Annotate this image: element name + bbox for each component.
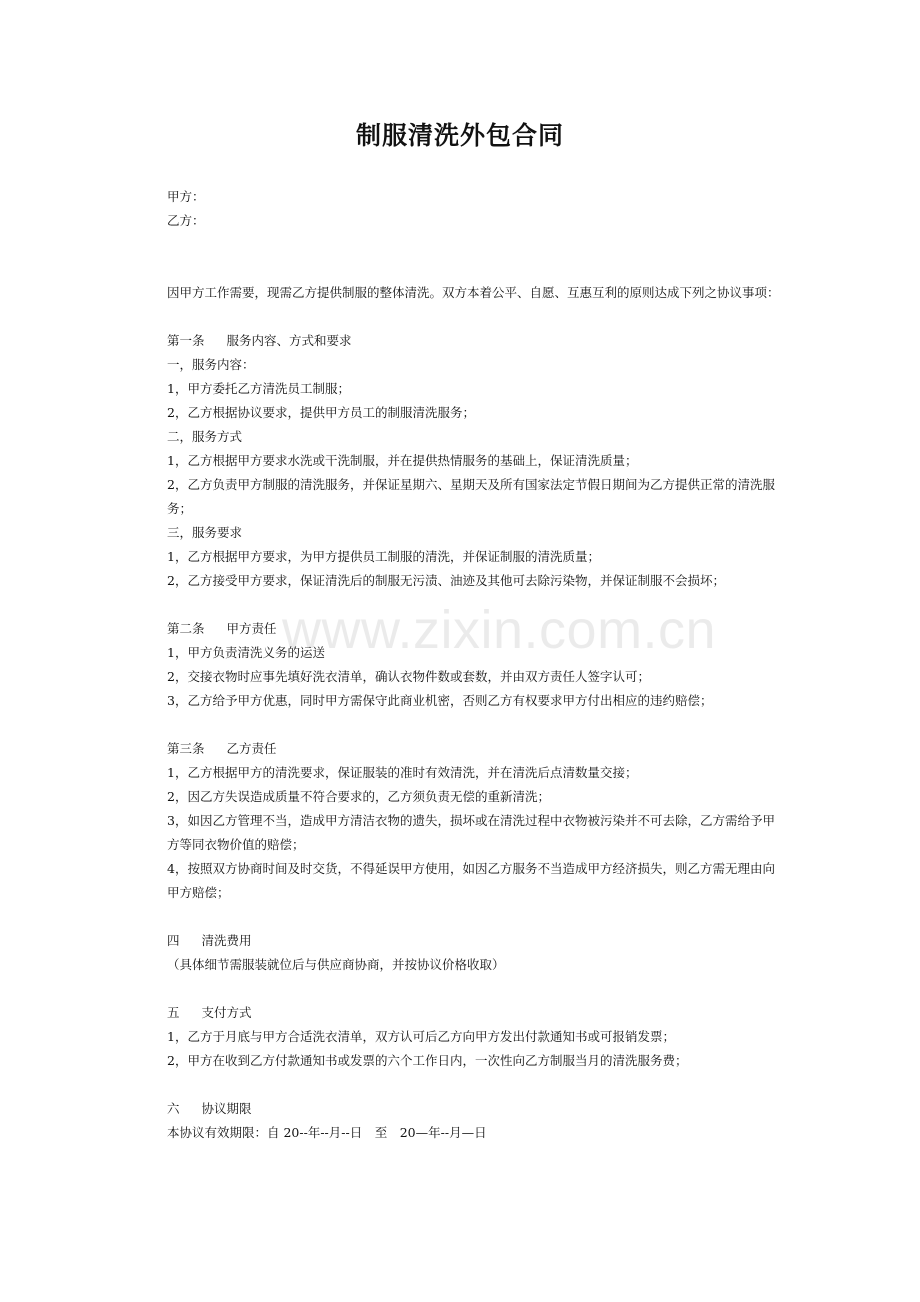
article-3-item: 4，按照双方协商时间及时交货，不得延误甲方使用，如因乙方服务不当造成甲方经济损失，则乙方需无理由向甲方赔偿； <box>167 861 775 900</box>
subsection-2-item: 2，乙方负责甲方制服的清洗服务，并保证星期六、星期天及所有国家法定节假日期间为乙方提供正常的清洗服务； <box>167 477 775 516</box>
article-1-title: 服务内容、方式和要求 <box>226 333 352 348</box>
subsection-2-heading: 二，服务方式 <box>167 429 243 444</box>
article-2-item: 3，乙方给予甲方优惠，同时甲方需保守此商业机密，否则乙方有权要求甲方付出相应的违约赔偿； <box>167 693 713 708</box>
section-6-text: 本协议有效期限：自 20--年--月--日 至 20—年--月—日 <box>167 1125 487 1140</box>
article-3-heading <box>167 737 787 761</box>
section-6-number: 六 <box>167 1101 180 1116</box>
contract-title: 制服清洗外包合同 <box>355 121 564 150</box>
section-6-title: 协议期限 <box>201 1101 252 1116</box>
subsection-3-item: 1，乙方根据甲方要求，为甲方提供员工制服的清洗，并保证制服的清洗质量； <box>167 549 600 564</box>
article-3-item: 3，如因乙方管理不当，造成甲方清洁衣物的遗失，损坏或在清洗过程中衣物被污染并不可去除，乙方需给予甲方等同衣物价值的赔偿； <box>167 813 775 852</box>
section-4-note: （具体细节需服装就位后与供应商协商，并按协议价格收取） <box>167 957 505 972</box>
article-3-number: 第三条 <box>167 741 205 756</box>
intro-paragraph: 因甲方工作需要，现需乙方提供制服的整体清洗。双方本着公平、自愿、互惠互利的原则达成下列之协议事项： <box>167 285 780 300</box>
section-4-title: 清洗费用 <box>201 933 252 948</box>
spacer <box>167 905 787 929</box>
article-2-heading <box>167 617 787 641</box>
section-4-number: 四 <box>167 933 180 948</box>
spacer <box>167 593 787 617</box>
subsection-3-item: 2，乙方接受甲方要求，保证清洗后的制服无污渍、油迹及其他可去除污染物，并保证制服不会损坏； <box>167 573 725 588</box>
article-1-heading <box>167 329 787 353</box>
party-b-label: 乙方： <box>167 213 205 228</box>
section-4-heading <box>167 929 787 953</box>
section-5-title: 支付方式 <box>201 1005 252 1020</box>
section-5-item: 2，甲方在收到乙方付款通知书或发票的六个工作日内，一次性向乙方制服当月的清洗服务费； <box>167 1053 688 1068</box>
contract-body <box>167 185 787 1145</box>
article-3-title: 乙方责任 <box>226 741 277 756</box>
article-3-item: 2，因乙方失误造成质量不符合要求的，乙方须负责无偿的重新清洗； <box>167 789 550 804</box>
article-2-item: 2，交接衣物时应事先填好洗衣清单，确认衣物件数或套数，并由双方责任人签字认可； <box>167 669 650 684</box>
article-1-number: 第一条 <box>167 333 205 348</box>
article-2-item: 1，甲方负责清洗义务的运送 <box>167 645 325 660</box>
party-a-label: 甲方： <box>167 189 205 204</box>
section-6-heading <box>167 1097 787 1121</box>
spacer <box>167 977 787 1001</box>
spacer <box>167 1073 787 1097</box>
article-2-number: 第二条 <box>167 621 205 636</box>
section-5-number: 五 <box>167 1005 180 1020</box>
subsection-2-item: 1，乙方根据甲方要求水洗或干洗制服，并在提供热情服务的基础上，保证清洗质量； <box>167 453 638 468</box>
section-5-heading <box>167 1001 787 1025</box>
spacer <box>167 233 787 281</box>
watermark: www.zixin.com.cn <box>282 600 717 660</box>
subsection-1-item: 1，甲方委托乙方清洗员工制服； <box>167 381 350 396</box>
subsection-3-heading: 三，服务要求 <box>167 525 243 540</box>
spacer <box>167 713 787 737</box>
article-3-item: 1，乙方根据甲方的清洗要求，保证服装的准时有效清洗，并在清洗后点清数量交接； <box>167 765 638 780</box>
article-2-title: 甲方责任 <box>226 621 277 636</box>
subsection-1-item: 2，乙方根据协议要求，提供甲方员工的制服清洗服务； <box>167 405 475 420</box>
subsection-1-heading: 一，服务内容： <box>167 357 255 372</box>
section-5-item: 1，乙方于月底与甲方合适洗衣清单，双方认可后乙方向甲方发出付款通知书或可报销发票； <box>167 1029 675 1044</box>
